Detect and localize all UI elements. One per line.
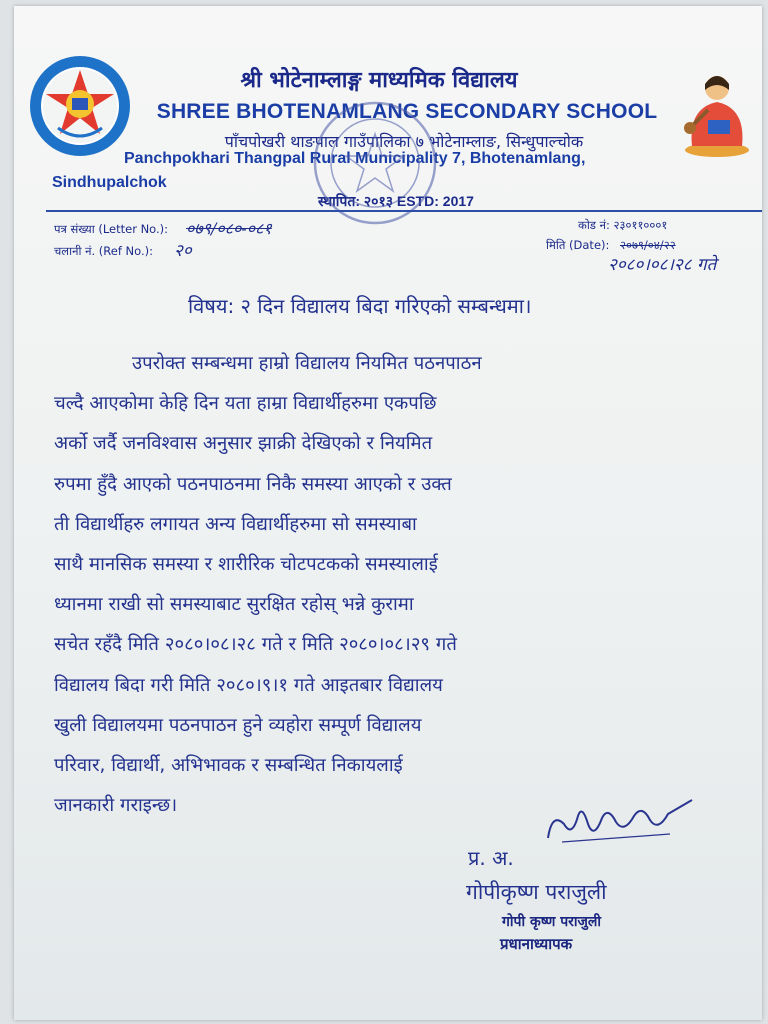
letter-no-value: ०७९/०८०-०८१: [186, 219, 272, 238]
office-seal-stamp-icon: [310, 98, 440, 228]
body-line: चल्दै आएकोमा केहि दिन यता हाम्रा विद्यार्थीहरुमा एकपछि: [54, 393, 437, 415]
date-handwritten: २०८०।०८।२८ गते: [608, 255, 717, 275]
handwritten-signature: [542, 794, 702, 854]
body-line: रुपमा हुँदै आएको पठनपाठनमा निकै समस्या आएको र उक्त: [54, 473, 452, 495]
role-abbrev: प्र. अ.: [468, 846, 514, 870]
body-line: विद्यालय बिदा गरी मिति २०८०।९।१ गते आइतबार विद्यालय: [54, 674, 443, 696]
code-label: कोड नं: २३०११०००१: [578, 218, 668, 232]
letter-subject: विषय: २ दिन विद्यालय बिदा गरिएको सम्बन्धमा।: [188, 294, 532, 318]
letter-no-label: पत्र संख्या (Letter No.):: [54, 222, 169, 236]
school-name-nepali: श्री भोटेनाम्लाङ्ग माध्यमिक विद्यालय: [240, 68, 518, 93]
date-printed-crossed: २०७९/०४/२२: [620, 238, 676, 252]
body-line: ती विद्यार्थीहरु लगायत अन्य विद्यार्थीहरुमा सो समस्याबा: [54, 513, 417, 535]
address-nepali: पाँचपोखरी थाङपाल गाउँपालिका ७ भोटेनाम्लाङ, सिन्धुपाल्चोक: [224, 132, 584, 151]
body-line: सचेत रहँदै मिति २०८०।०८।२८ गते र मिति २०८०।०८।२९ गते: [54, 634, 457, 656]
address-english-line1: Panchpokhari Thangpal Rural Municipality 7, Bhotenamlang,: [124, 150, 586, 167]
letterhead-divider: [46, 210, 762, 212]
address-english-line2: Sindhupalchok: [52, 174, 167, 191]
saraswati-goddess-icon: [678, 62, 756, 158]
body-line: ध्यानमा राखी सो समस्याबाट सुरक्षित रहोस् भन्ने कुरामा: [54, 594, 414, 616]
letter-page: [14, 6, 762, 1020]
body-line: साथै मानसिक समस्या र शारीरिक चोटपटकको समस्यालाई: [54, 554, 438, 576]
ref-no-value: २०: [174, 241, 192, 261]
established-year: स्थापित: २०१३ ESTD: 2017: [318, 193, 474, 209]
ref-no-label: चलानी नं. (Ref No.):: [54, 244, 153, 258]
signatory-name-handwritten: गोपीकृष्ण पराजुली: [466, 880, 607, 904]
body-line: खुली विद्यालयमा पठनपाठन हुने व्यहोरा सम्पूर्ण विद्यालय: [54, 714, 422, 736]
body-line: परिवार, विद्यार्थी, अभिभावक र सम्बन्धित निकायलाई: [54, 755, 403, 777]
letter-body: [54, 344, 744, 826]
body-line: उपरोक्त सम्बन्धमा हाम्रो विद्यालय नियमित पठनपाठन: [132, 353, 482, 374]
body-line: अर्को जर्दै जनविश्वास अनुसार झाक्री देखिएको र नियमित: [54, 433, 433, 455]
date-label: मिति (Date):: [546, 238, 610, 252]
school-emblem-icon: [28, 54, 132, 158]
signatory-title-stamp: प्रधानाध्यापक: [500, 935, 573, 953]
school-name-english: SHREE BHOTENAMLANG SECONDARY SCHOOL: [156, 100, 658, 123]
body-line: जानकारी गराइन्छ।: [54, 795, 178, 817]
signatory-name-stamp: गोपी कृष्ण पराजुली: [502, 914, 602, 930]
